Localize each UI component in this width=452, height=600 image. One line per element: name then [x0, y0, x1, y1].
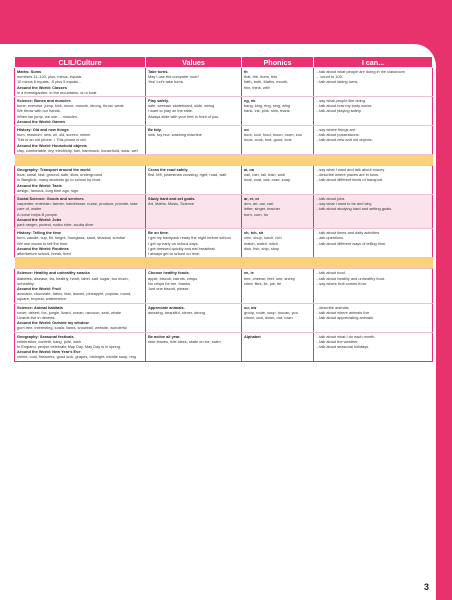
cell-line: boat, canal, fast, ground, safe, slow, underground — [17, 172, 103, 178]
table-row — [15, 68, 433, 97]
page-number: 3 — [424, 582, 430, 592]
cell-line: burn, candle, cup, fill, height, hourglass, sand, shadow, sundial — [17, 235, 125, 241]
cell-line: chin, shop, lunch, rich — [244, 235, 282, 241]
clil-cell — [15, 332, 146, 361]
cell-line: ...talk about what people are doing in the classroom — [316, 69, 405, 74]
phonics-cell — [242, 166, 314, 195]
cell-line: bath, both, Maths, mouth, — [244, 79, 289, 85]
cell-heading: Be active all year. — [148, 333, 181, 339]
phonics-cell — [242, 269, 314, 303]
cell-line: ...talk about jobs. — [316, 196, 346, 202]
table-body — [15, 68, 433, 362]
cell-heading: History: Old and new things — [17, 127, 69, 133]
cell-heading: Science: Animal habitats — [17, 304, 63, 310]
cell-heading: Alphabet — [244, 333, 261, 339]
cell-line: that, the, them, this — [244, 74, 278, 80]
cell-heading: Social Science: Goods and services — [17, 196, 84, 202]
cell-line: letter, singer, teacher — [244, 206, 281, 212]
clil-cell — [15, 68, 146, 97]
cell-heading: ar, er, or — [244, 196, 260, 202]
cell-heading: ng, nk — [244, 98, 256, 104]
phonics-cell — [242, 97, 314, 126]
cell-line: carpenter, entertain, farmer, hairdresser, nurse, produce, provide, take care of, waiter — [17, 201, 138, 212]
cell-line: Just one biscuit, please. — [148, 285, 190, 291]
cell-line: cried, flies, lie, pie, tie — [244, 280, 282, 286]
cell-line: ...describe where places are in town. — [316, 172, 380, 178]
cell-line: ...talk about healthy and unhealthy food. — [316, 275, 386, 281]
cell-line: In England, people celebrate May Day. May Day is in spring. — [17, 343, 121, 349]
cell-line: sink, toy box, washing machine — [148, 132, 202, 138]
phonics-cell — [242, 68, 314, 97]
table-row — [15, 126, 433, 155]
clil-cell — [15, 303, 146, 332]
cell-line: numbers 11–100, plus, minus, equals — [17, 74, 82, 80]
header-i-can: I can... — [314, 57, 433, 68]
cell-line: clay, comfortable, dry, electricity, fuel, hammock, household, solar, wet — [17, 147, 138, 153]
cell-line: arm, art, car, cart — [244, 201, 274, 207]
phonics-cell — [242, 126, 314, 155]
cell-line: In Bangkok, many students go to school by boat. — [17, 177, 101, 183]
header-clil-culture: CLIL/Culture — [15, 57, 146, 68]
cell-line: When we jump, we use ... muscles. — [17, 113, 78, 119]
cell-heading: ou, ow — [244, 304, 257, 310]
cell-line: nail, rain, tail, train, wait — [244, 172, 285, 178]
cell-heading: ch, tch, sh — [244, 230, 264, 236]
i-can-cell — [314, 97, 433, 126]
clil-cell — [15, 195, 146, 229]
cell-heading: History: Telling the time — [17, 230, 62, 236]
cell-heading: Geography: Seasonal festivals — [17, 333, 74, 339]
separator-bar — [15, 258, 433, 269]
i-can-cell — [314, 332, 433, 361]
cell-line: match, watch, witch — [244, 240, 278, 246]
cell-line: ...say what I want to be and why. — [316, 201, 373, 207]
cell-line: I get dressed quickly and eat breakfast. — [148, 245, 216, 251]
cell-line: ...talk about possessions. — [316, 132, 360, 138]
clil-cell — [15, 126, 146, 155]
table-header-row — [15, 57, 433, 68]
cell-heading: Science: Healthy and unhealthy snacks — [17, 270, 90, 276]
cell-line: ... count to 100. — [316, 74, 343, 80]
cell-line: chime, coal, fireworks, good luck, grapes, midnight, middle soup, ring — [17, 354, 136, 360]
cell-line: ...talk about different kinds of transport. — [316, 177, 384, 183]
cell-line: May I use the computer now? — [148, 74, 200, 80]
cell-line: ...say where things are. — [316, 127, 357, 133]
table-row — [15, 166, 433, 195]
separator-bar — [15, 155, 433, 166]
cell-line: This is an old phone. / This phone is old. — [17, 137, 87, 143]
cell-line: boot, cool, food, moon, room, zoo — [244, 132, 302, 138]
cell-line: ...talk about seasonal holidays. — [316, 343, 370, 349]
cell-line: I want to play on the slide. — [148, 108, 193, 114]
cell-line: No crisps for me, thanks. — [148, 280, 192, 286]
cell-heading: Around the World: Classes — [17, 84, 67, 90]
cell-line: bang, king, ring, sing, wing — [244, 103, 291, 109]
cell-line: Yes! Let's take turns. — [148, 79, 184, 85]
cell-line: ...talk about times and daily activities. — [316, 230, 381, 236]
cell-heading: Be on time. — [148, 230, 169, 236]
table-row — [15, 229, 433, 258]
clil-cell — [15, 229, 146, 258]
top-pink-band — [0, 0, 452, 44]
cell-line: A nurse helps ill people. — [17, 211, 59, 217]
table-row — [15, 97, 433, 126]
phonics-cell — [242, 195, 314, 229]
i-can-cell — [314, 68, 433, 97]
cell-line: ...talk about playing safely. — [316, 108, 362, 114]
cell-heading: Around the World: New Year's Eve — [17, 349, 81, 355]
header-values: Values — [146, 57, 242, 68]
cell-line: bone, exercise, jump, kick, move, muscle, strong, throw, weak — [17, 103, 124, 109]
cell-line: park ranger, protect, rodeo rider, scuba diver — [17, 222, 94, 228]
cell-heading: Around the World: Household objects — [17, 142, 87, 148]
cell-line: I always get to school on time. — [148, 251, 201, 257]
cell-line: ...say where fruit comes from. — [316, 280, 368, 286]
cell-heading: Science: Bones and muscles — [17, 98, 71, 104]
cell-line: ...talk about how my body works. — [316, 103, 373, 109]
cell-line: bank, ink, pink, sink, thank — [244, 108, 290, 114]
cell-heading: Be tidy. — [148, 127, 162, 133]
cell-heading: ai, oa — [244, 167, 254, 173]
cell-line: gum tree, interesting, koala, llama, snowball, website, wonderful — [17, 325, 128, 331]
cell-line: Lizards live in deserts. — [17, 314, 56, 320]
cell-line: first, left, pedestrian crossing, right, road, wait — [148, 172, 227, 178]
cell-line: Always slide with your feet in front of you. — [148, 113, 220, 119]
cell-line: rake leaves, ride bikes, skate on ice, swim — [148, 338, 221, 344]
cell-line: I get my backpack ready the night before school. — [148, 235, 232, 241]
cell-line: group, route, soup, toucan, you — [244, 309, 298, 315]
phonics-cell — [242, 303, 314, 332]
cell-heading: oo — [244, 127, 249, 133]
clil-cell — [15, 166, 146, 195]
cell-line: ...talk about food. — [316, 270, 346, 276]
syllabus-table — [14, 56, 433, 362]
clil-cell — [15, 97, 146, 126]
cell-line: apple, biscuit, carrots, crisps — [148, 275, 198, 281]
cell-heading: Around the World: Routines — [17, 245, 69, 251]
cell-line: ...say what people like doing. — [316, 98, 366, 104]
clil-cell — [15, 269, 146, 303]
cell-line: ...say what I want and talk about money — [316, 167, 385, 173]
cell-line: ...ask questions. — [316, 235, 345, 241]
values-cell — [146, 195, 242, 229]
cell-line: ...talk about studying hard and setting goals. — [316, 206, 393, 212]
values-cell — [146, 269, 242, 303]
values-cell — [146, 229, 242, 258]
cell-line: diabetes, disease, fat, healthy, heart, label, salt, sugar, too much, unhealthy — [17, 275, 129, 286]
values-cell — [146, 303, 242, 332]
cell-heading: Take turns. — [148, 69, 169, 74]
i-can-cell — [314, 269, 433, 303]
cell-heading: th — [244, 69, 248, 74]
cell-heading: Play safely. — [148, 98, 169, 104]
values-cell — [146, 166, 242, 195]
cell-heading: ee, ie — [244, 270, 254, 276]
cell-line: ...talk about appreciating animals. — [316, 314, 374, 320]
cell-line: clown, cow, down, owl, town — [244, 314, 293, 320]
values-cell — [146, 97, 242, 126]
cell-line: book, cook, foot, good, look — [244, 137, 292, 143]
i-can-cell — [314, 126, 433, 155]
cell-line: I get up early on school days. — [148, 240, 199, 246]
i-can-cell — [314, 195, 433, 229]
cell-line: bum, museum, new, oil, old, screen, wheel — [17, 132, 91, 138]
cell-line: ...talk about taking turns. — [316, 79, 359, 85]
i-can-cell — [314, 229, 433, 258]
cell-line: avocado, chocolate, fabric, kiwi, leaves, pineapple, popular, round, square, tropical, watermelon — [17, 291, 132, 302]
cell-line: safe, seesaw, skateboard, slide, swing — [148, 103, 215, 109]
i-can-cell — [314, 166, 433, 195]
cell-line: ...talk about new and old objects. — [316, 137, 373, 143]
section-separator — [15, 258, 433, 269]
values-cell — [146, 68, 242, 97]
section-separator — [15, 155, 433, 166]
phonics-cell — [242, 229, 314, 258]
cell-line: ...talk about where animals live. — [316, 309, 371, 315]
cell-line: bee, cheese, feet, see, sheep — [244, 275, 296, 281]
cell-heading: Around the World: Jobs — [17, 216, 62, 222]
phonics-cell — [242, 332, 314, 361]
header-phonics: Phonics — [242, 57, 314, 68]
cell-line: We use clocks to tell the time. — [17, 240, 69, 246]
cell-heading: Geography: Transport around the world — [17, 167, 91, 173]
cell-line: ...describe animals. — [316, 304, 350, 310]
table-row — [15, 303, 433, 332]
cell-line: born, corn, for — [244, 211, 269, 217]
values-cell — [146, 332, 242, 361]
table-row — [15, 269, 433, 303]
cell-heading: Around the World: Outside my window — [17, 320, 89, 326]
cell-line: amazing, beautiful, clever, strong — [148, 309, 205, 315]
table-row — [15, 332, 433, 361]
cell-heading: Around the World: Taxis — [17, 182, 62, 188]
table-row — [15, 195, 433, 229]
cell-line: ...talk about what I do each month. — [316, 333, 376, 339]
cell-line: ...talk about different ways of telling time. — [316, 240, 387, 246]
cell-heading: Around the World: Fruit — [17, 285, 61, 291]
cell-heading: Appreciate animals. — [148, 304, 185, 310]
cell-line: in a forest/garden, in the mountains, on a boat — [17, 89, 97, 95]
cell-line: dish, fish, ship, shop — [244, 245, 280, 251]
cell-heading: Around the World: Games — [17, 118, 66, 124]
cell-line: cover, desert, fox, jungle, lizard, ocean, raccoon, seal, whale — [17, 309, 122, 315]
cell-heading: Maths: Sums — [17, 69, 42, 74]
cell-line: 10 minus 6 equals...5 plus 5 equals... — [17, 79, 82, 85]
values-cell — [146, 126, 242, 155]
cell-line: boat, coat, oak, road, soap — [244, 177, 291, 183]
cell-line: ...talk about the weather. — [316, 338, 359, 344]
cell-line: Art, Maths, Music, Science — [148, 201, 195, 207]
cell-heading: Cross the road safely. — [148, 167, 189, 173]
cell-heading: Study hard and set goals. — [148, 196, 196, 202]
cell-heading: Choose healthy foods. — [148, 270, 190, 276]
cell-line: thin, think, with — [244, 84, 270, 90]
cell-line: after/before school, break, tired — [17, 251, 71, 257]
i-can-cell — [314, 303, 433, 332]
cell-line: We throw with our hands. — [17, 108, 61, 114]
cell-line: design, famous, long time ago, sign — [17, 187, 79, 193]
cell-line: celebration, confetti, hang, pole, wish — [17, 338, 82, 344]
